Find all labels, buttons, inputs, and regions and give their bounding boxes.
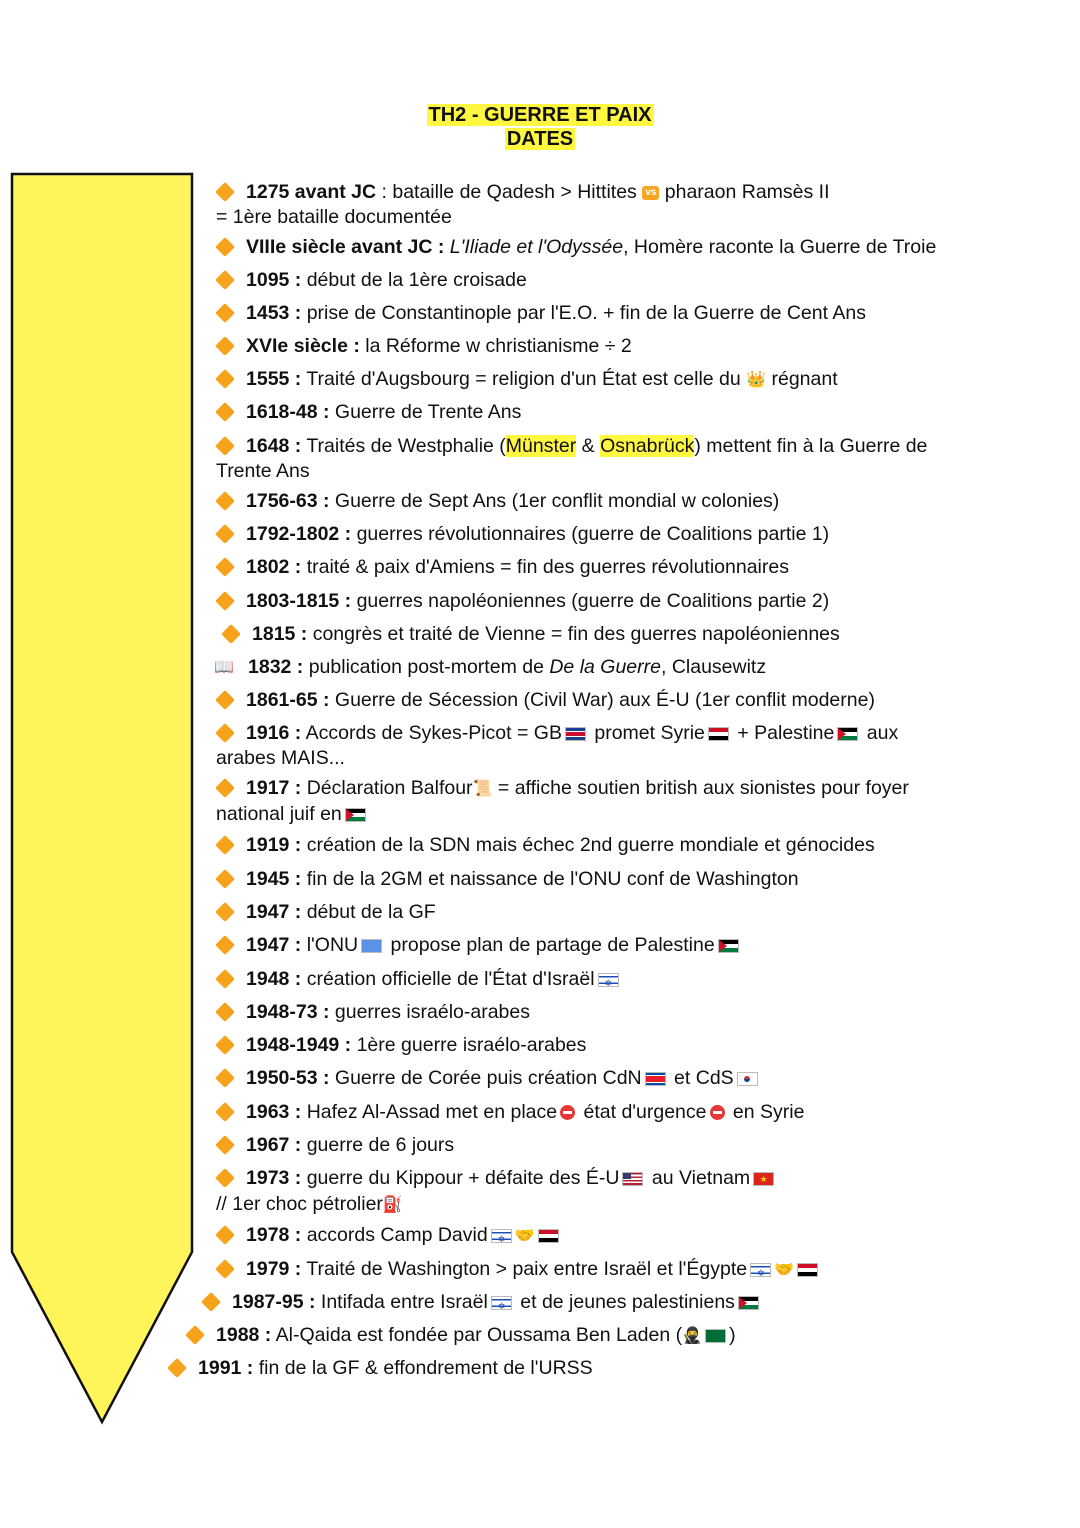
timeline-entry: 1988 : Al-Qaida est fondée par Oussama Ben Laden (🥷 ) — [182, 1323, 736, 1348]
timeline-entry: 1948 : création officielle de l'État d'Israël✡ — [212, 967, 622, 992]
timeline-entry: 1792-1802 : guerres révolutionnaires (guerre de Coalitions partie 1) — [212, 522, 829, 547]
timeline-entry: 1963 : Hafez Al-Assad met en place état d'urgence en Syrie — [212, 1100, 804, 1125]
timeline-entry: 1916 : Accords de Sykes-Picot = GB promet Syrie + Palestine aux — [212, 721, 898, 746]
diamond-bullet-icon — [167, 1358, 187, 1378]
south-korea-flag-icon — [737, 1072, 758, 1086]
un-flag-icon — [361, 939, 382, 953]
timeline-entry: 📖 1832 : publication post-mortem de De la Guerre, Clausewitz — [214, 655, 766, 680]
diamond-bullet-icon — [221, 624, 241, 644]
uk-flag-icon — [565, 727, 586, 741]
timeline-entry: 1950-53 : Guerre de Corée puis création CdN et CdS — [212, 1066, 761, 1091]
diamond-bullet-icon — [215, 182, 235, 202]
scroll-icon: 📜 — [472, 780, 493, 798]
title-line-1: TH2 - GUERRE ET PAIX — [428, 104, 652, 126]
timeline-entry: 1275 avant JC : bataille de Qadesh > Hittites vs pharaon Ramsès II — [212, 180, 830, 205]
no-entry-icon — [710, 1105, 725, 1120]
timeline-entry: 1815 : congrès et traité de Vienne = fin des guerres napoléoniennes — [218, 622, 840, 647]
diamond-bullet-icon — [215, 1135, 235, 1155]
diamond-bullet-icon — [215, 690, 235, 710]
timeline-entry: 1948-73 : guerres israélo-arabes — [212, 1000, 530, 1025]
diamond-bullet-icon — [201, 1292, 221, 1312]
no-entry-icon — [560, 1105, 575, 1120]
vietnam-flag-icon: ★ — [753, 1172, 774, 1186]
timeline-entry: 1802 : traité & paix d'Amiens = fin des guerres révolutionnaires — [212, 555, 789, 580]
timeline-entry: 1945 : fin de la 2GM et naissance de l'ONU conf de Washington — [212, 867, 799, 892]
palestine-flag-icon — [738, 1296, 759, 1310]
diamond-bullet-icon — [215, 1068, 235, 1088]
timeline-entry: 1979 : Traité de Washington > paix entre Israël et l'Égypte✡ 🤝 — [212, 1257, 821, 1282]
syria-flag-icon — [708, 727, 729, 741]
timeline-entry-continuation: Trente Ans — [216, 460, 310, 482]
timeline-entry: 1803-1815 : guerres napoléoniennes (guerre de Coalitions partie 2) — [212, 589, 829, 614]
timeline-entry: 1618-48 : Guerre de Trente Ans — [212, 400, 521, 425]
diamond-bullet-icon — [215, 1102, 235, 1122]
diamond-bullet-icon — [215, 436, 235, 456]
diamond-bullet-icon — [215, 835, 235, 855]
handshake-icon: 🤝 — [774, 1261, 795, 1279]
diamond-bullet-icon — [215, 402, 235, 422]
timeline-entry: 1987-95 : Intifada entre Israël✡ et de jeunes palestiniens — [198, 1290, 762, 1315]
timeline-entry-continuation: arabes MAIS... — [216, 747, 345, 769]
palestine-flag-icon — [837, 727, 858, 741]
diamond-bullet-icon — [215, 1035, 235, 1055]
diamond-bullet-icon — [215, 723, 235, 743]
north-korea-flag-icon — [645, 1072, 666, 1086]
book-icon: 📖 — [214, 659, 234, 677]
diamond-bullet-icon — [215, 902, 235, 922]
timeline-entry: XVIe siècle : la Réforme w christianisme ÷ 2 — [212, 334, 632, 359]
usa-flag-icon — [622, 1172, 643, 1186]
saudi-arabia-flag-icon — [705, 1329, 726, 1343]
diamond-bullet-icon — [215, 524, 235, 544]
timeline-arrow — [10, 172, 196, 1426]
egypt-flag-icon — [538, 1229, 559, 1243]
timeline-entry: 1948-1949 : 1ère guerre israélo-arabes — [212, 1033, 586, 1058]
israel-flag-icon — [598, 973, 619, 987]
timeline-entry: VIIIe siècle avant JC : L'Iliade et l'Odyssée, Homère raconte la Guerre de Troie — [212, 235, 936, 260]
timeline-entry: 1947 : début de la GF — [212, 900, 436, 925]
diamond-bullet-icon — [215, 935, 235, 955]
fuel-pump-icon: ⛽ — [382, 1196, 403, 1214]
israel-flag-icon — [491, 1229, 512, 1243]
diamond-bullet-icon — [215, 1002, 235, 1022]
diamond-bullet-icon — [215, 1225, 235, 1245]
palestine-flag-icon — [345, 808, 366, 822]
timeline-entry: 1919 : création de la SDN mais échec 2nd guerre mondiale et génocides — [212, 833, 875, 858]
diamond-bullet-icon — [215, 491, 235, 511]
israel-flag-icon — [491, 1296, 512, 1310]
timeline-entry: 1861-65 : Guerre de Sécession (Civil War) aux É-U (1er conflit moderne) — [212, 688, 875, 713]
timeline-entry: 1967 : guerre de 6 jours — [212, 1133, 454, 1158]
ninja-icon: 🥷 — [682, 1327, 703, 1345]
diamond-bullet-icon — [215, 369, 235, 389]
title-line-2: DATES — [506, 128, 574, 150]
vs-icon: vs — [642, 186, 659, 200]
diamond-bullet-icon — [215, 237, 235, 257]
diamond-bullet-icon — [215, 1168, 235, 1188]
diamond-bullet-icon — [215, 969, 235, 989]
timeline-entry: 1453 : prise de Constantinople par l'E.O. + fin de la Guerre de Cent Ans — [212, 301, 866, 326]
timeline-entry: 1973 : guerre du Kippour + défaite des É-U au Vietnam ★ — [212, 1166, 777, 1191]
timeline-entry: 1917 : Déclaration Balfour📜 = affiche soutien british aux sionistes pour foyer — [212, 776, 909, 801]
diamond-bullet-icon — [215, 270, 235, 290]
timeline-entry-continuation: // 1er choc pétrolier⛽ — [216, 1193, 403, 1215]
crown-icon: 👑 — [746, 371, 767, 389]
timeline-entry-continuation: national juif en — [216, 802, 369, 827]
diamond-bullet-icon — [215, 869, 235, 889]
diamond-bullet-icon — [215, 557, 235, 577]
timeline-entry: 1978 : accords Camp David✡ 🤝 — [212, 1223, 562, 1248]
diamond-bullet-icon — [215, 778, 235, 798]
israel-flag-icon — [750, 1263, 771, 1277]
timeline-entry: 1756-63 : Guerre de Sept Ans (1er conflit mondial w colonies) — [212, 489, 779, 514]
diamond-bullet-icon — [185, 1325, 205, 1345]
palestine-flag-icon — [718, 939, 739, 953]
diamond-bullet-icon — [215, 1259, 235, 1279]
handshake-icon: 🤝 — [514, 1227, 535, 1245]
diamond-bullet-icon — [215, 591, 235, 611]
page-title — [0, 103, 1080, 151]
timeline-entry: 1095 : début de la 1ère croisade — [212, 268, 527, 293]
timeline-entry: 1991 : fin de la GF & effondrement de l'URSS — [164, 1356, 593, 1381]
diamond-bullet-icon — [215, 336, 235, 356]
timeline-entry: 1555 : Traité d'Augsbourg = religion d'un État est celle du 👑 régnant — [212, 367, 838, 392]
timeline-entry: 1648 : Traités de Westphalie (Münster & Osnabrück) mettent fin à la Guerre de — [212, 434, 927, 459]
egypt-flag-icon — [797, 1263, 818, 1277]
timeline-entry-continuation: = 1ère bataille documentée — [216, 206, 452, 228]
diamond-bullet-icon — [215, 303, 235, 323]
timeline-entry: 1947 : l'ONU propose plan de partage de Palestine — [212, 933, 742, 958]
